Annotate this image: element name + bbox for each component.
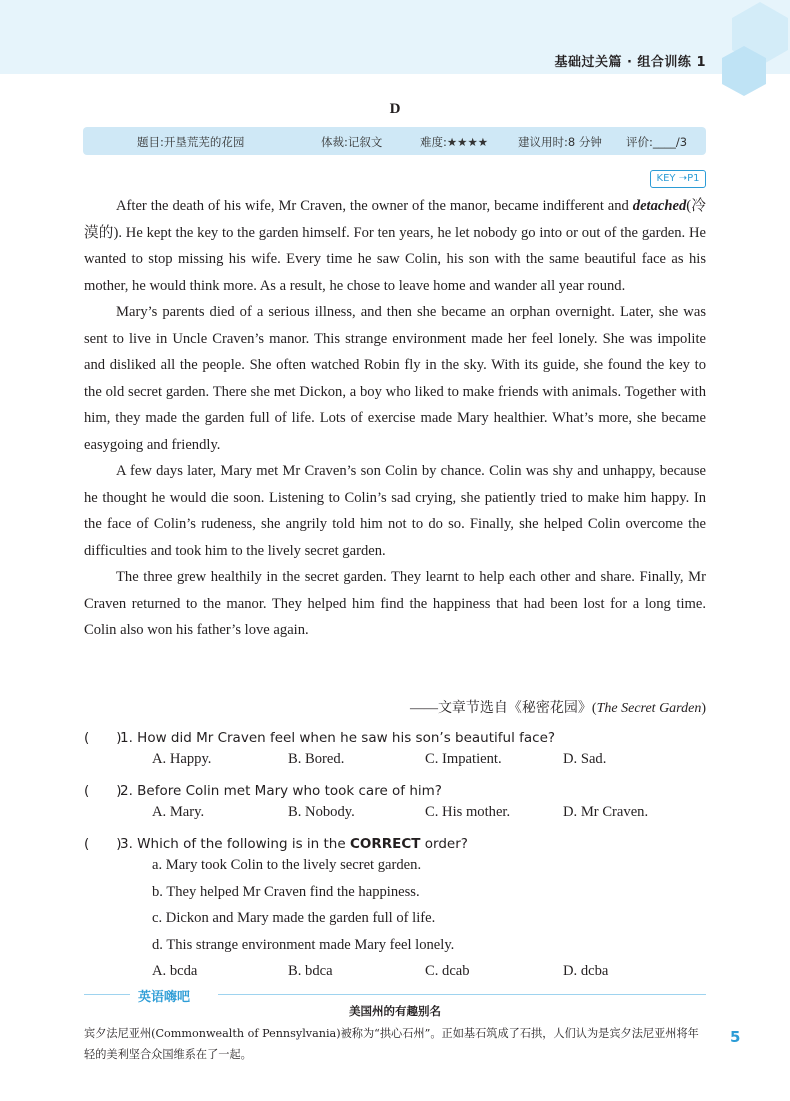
score-label: 评价:____/3 (626, 135, 688, 149)
footer-section-title: 英语嗨吧 (138, 990, 191, 1005)
trivia-title: 美国州的有趣别名 (349, 1004, 441, 1018)
section-letter: D (389, 101, 401, 117)
q1-option-a[interactable]: A. Happy. (152, 751, 212, 767)
time-label: 建议用时:8 分钟 (518, 135, 602, 149)
q3-option-c[interactable]: C. dcab (425, 963, 470, 979)
difficulty-label: 难度:★★★★ (420, 135, 489, 149)
question-1: ( )1. How did Mr Craven feel when he saw his son’s beautiful face? (84, 726, 555, 746)
q1-option-b[interactable]: B. Bored. (288, 751, 345, 767)
q3-option-b[interactable]: B. bdca (288, 963, 333, 979)
q3-item-b: b. They helped Mr Craven find the happiness. (152, 884, 420, 900)
q1-option-c[interactable]: C. Impatient. (425, 751, 502, 767)
correct-emphasis: CORRECT (349, 836, 421, 852)
q3-item-a: a. Mary took Colin to the lively secret garden. (152, 857, 422, 873)
q2-option-a[interactable]: A. Mary. (152, 804, 205, 820)
paragraph-2: Mary’s parents died of a serious illness, and then she became an orphan overnight. Later, she was sent to live in Uncle Craven’s manor. This strange environment made her feel lonely. She was impolite and disliked all the people. She often watched Robin fly in the sky. With its guide, she found the key to the old secret garden. There she met Dickon, a boy who liked to make friends with animals. Together with him, they made the garden full of life. Lots of exercise made Mary healthier. What’s more, she became easygoing and friendly. (84, 304, 706, 453)
q2-option-d[interactable]: D. Mr Craven. (563, 804, 649, 820)
q2-option-c[interactable]: C. His mother. (425, 804, 511, 820)
q3-option-a[interactable]: A. bcda (152, 963, 198, 979)
answer-blank-1[interactable]: ( ) (84, 730, 122, 746)
footer-divider-left (84, 994, 130, 995)
question-2: ( )2. Before Colin met Mary who took care of him? (84, 779, 442, 799)
genre-label: 体裁:记叙文 (321, 135, 383, 149)
question-3: ( )3. Which of the following is in the CORRECT order? (84, 832, 468, 852)
key-reference-badge[interactable]: KEY ➝P1 (650, 170, 706, 188)
paragraph-3: A few days later, Mary met Mr Craven’s son Colin by chance. Colin was shy and unhappy, because he thought he would die soon. Listening to Colin’s sad crying, she patiently tried to make him happy. In the face of Colin’s rudeness, she angrily told him not to do so. Finally, she helped Colin overcome the difficulties and took him to the lively secret garden. (84, 463, 706, 559)
article-source: ——文章节选自《秘密花园》(The Secret Garden) (409, 701, 706, 716)
paragraph-1: After the death of his wife, Mr Craven, the owner of the manor, became indifferent and detached(冷漠的). He kept the key to the garden himself. For ten years, he let nobody go into or out of the garden. He wanted to stop missing his wife. Every time he saw Colin, his son with the same beautiful face as his mother, he would think more. As a result, he chose to leave home and wander all year round. (84, 198, 706, 294)
trivia-text: 宾夕法尼亚州(Commonwealth of Pennsylvania)被称为“拱心石州”。正如基石筑成了石拱，人们认为是宾夕法尼亚州将年轻的美利坚合众国维系在了一起。 (84, 1027, 699, 1061)
q2-option-b[interactable]: B. Nobody. (288, 804, 355, 820)
info-bar (83, 127, 706, 155)
answer-blank-3[interactable]: ( ) (84, 836, 122, 852)
q3-option-d[interactable]: D. dcba (563, 963, 609, 979)
topic-label: 题目:开垦荒芜的花园 (137, 135, 245, 149)
page-number: 5 (730, 1028, 741, 1046)
page-header-title: 基础过关篇 · 组合训练 1 (554, 55, 706, 70)
article-text (84, 193, 706, 644)
paragraph-4: The three grew healthily in the secret garden. They learnt to help each other and share. Finally, Mr Craven returned to the manor. They helped him find the happiness that had been lost for a long time. Colin also won his father’s love again. (84, 569, 706, 638)
q3-item-c: c. Dickon and Mary made the garden full of life. (152, 910, 436, 926)
detached-word: detached (632, 198, 687, 214)
q1-option-d[interactable]: D. Sad. (563, 751, 607, 767)
hexagon-decoration-icon (700, 0, 790, 100)
answer-blank-2[interactable]: ( ) (84, 783, 122, 799)
q3-item-d: d. This strange environment made Mary feel lonely. (152, 937, 455, 953)
footer-divider-right (218, 994, 706, 995)
